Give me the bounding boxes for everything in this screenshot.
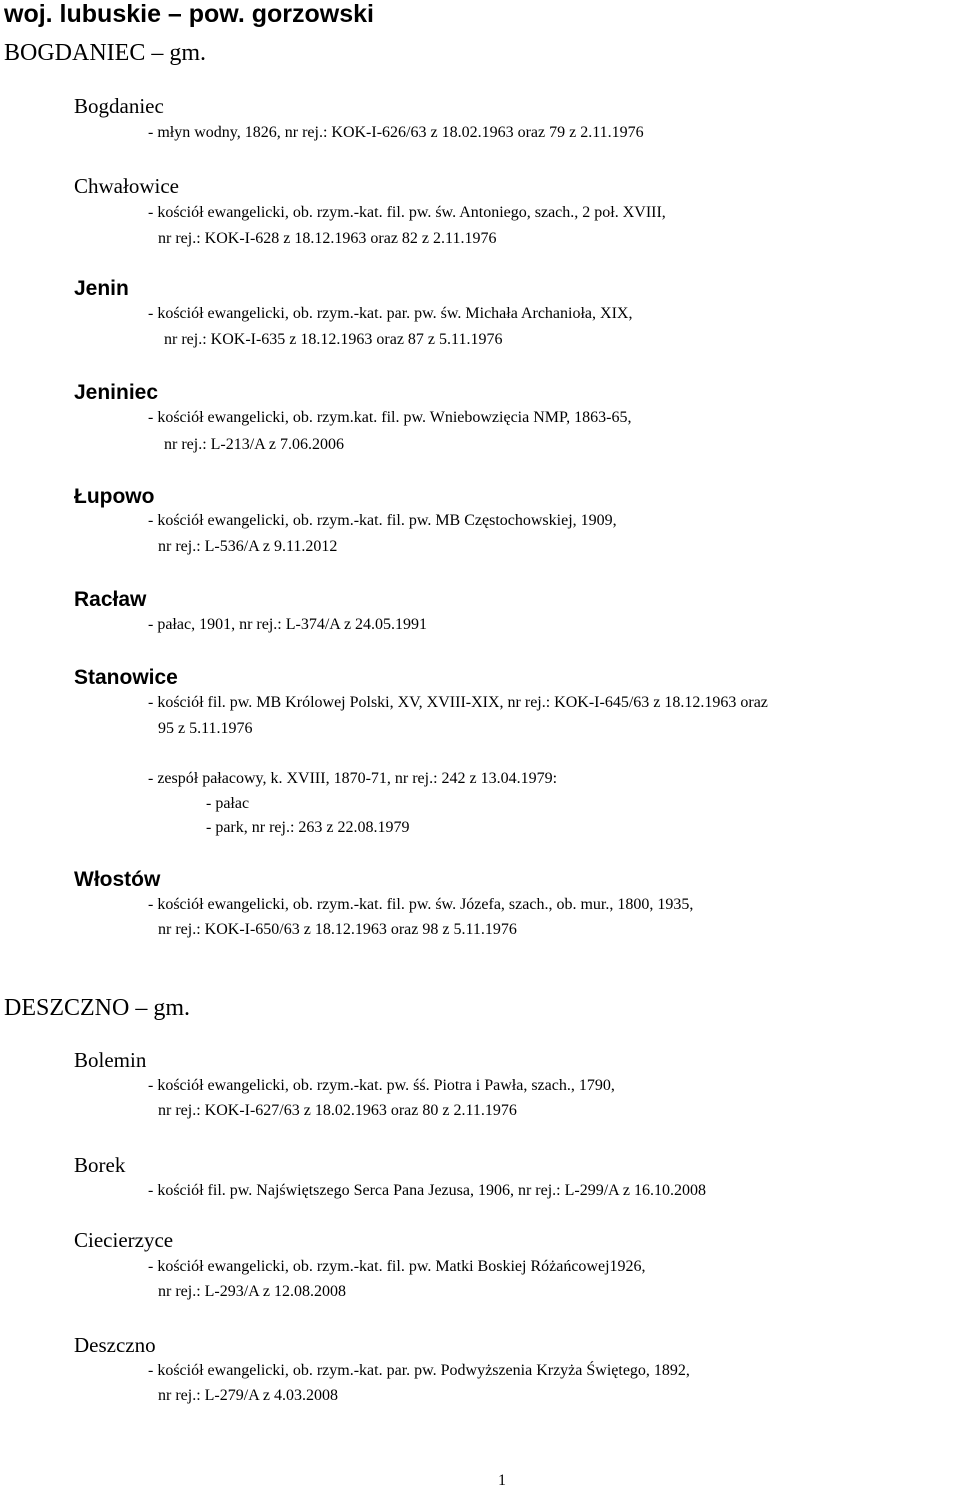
entry-line: - pałac [206, 795, 250, 812]
entry-line: nr rej.: KOK-I-635 z 18.12.1963 oraz 87 z 5.11.1976 [164, 331, 503, 348]
gmina-heading-bogdaniec: BOGDANIEC – gm. [4, 40, 206, 66]
place-name-bogdaniec: Bogdaniec [74, 94, 164, 118]
place-name-jenin: Jenin [74, 277, 129, 300]
entry-line: - kościół ewangelicki, ob. rzym.-kat. fil. pw. MB Częstochowskiej, 1909, [148, 512, 617, 529]
place-name-chwalowice: Chwałowice [74, 174, 179, 198]
entry-line: nr rej.: KOK-I-650/63 z 18.12.1963 oraz 98 z 5.11.1976 [158, 921, 517, 938]
entry-line: nr rej.: KOK-I-628 z 18.12.1963 oraz 82 z 2.11.1976 [158, 230, 497, 247]
page-number: 1 [498, 1472, 506, 1489]
place-name-lupowo: Łupowo [74, 485, 155, 508]
place-name-ciecierzyce: Ciecierzyce [74, 1228, 174, 1252]
entry-line: - kościół ewangelicki, ob. rzym.-kat. par. pw. św. Michała Archanioła, XIX, [148, 305, 633, 322]
entry-line: 95 z 5.11.1976 [158, 720, 253, 737]
place-name-stanowice: Stanowice [74, 666, 178, 689]
entry-line: nr rej.: KOK-I-627/63 z 18.02.1963 oraz 80 z 2.11.1976 [158, 1102, 517, 1119]
entry-line: nr rej.: L-293/A z 12.08.2008 [158, 1283, 346, 1300]
place-name-wlostow: Włostów [74, 868, 161, 891]
entry-line: nr rej.: L-213/A z 7.06.2006 [164, 436, 344, 453]
entry-line: - kościół ewangelicki, ob. rzym.-kat. par. pw. Podwyższenia Krzyża Świętego, 1892, [148, 1362, 690, 1379]
entry-line: nr rej.: L-536/A z 9.11.2012 [158, 538, 338, 555]
gmina-heading-deszczno: DESZCZNO – gm. [4, 995, 190, 1021]
entry-line: - kościół fil. pw. Najświętszego Serca Pana Jezusa, 1906, nr rej.: L-299/A z 16.10.2008 [148, 1182, 706, 1199]
entry-line: - zespół pałacowy, k. XVIII, 1870-71, nr rej.: 242 z 13.04.1979: [148, 770, 558, 787]
entry-line: - park, nr rej.: 263 z 22.08.1979 [206, 819, 410, 836]
place-name-jeniniec: Jeniniec [74, 381, 159, 404]
entry-line: nr rej.: L-279/A z 4.03.2008 [158, 1387, 338, 1404]
page-title: woj. lubuskie – pow. gorzowski [4, 0, 374, 28]
entry-line: - kościół ewangelicki, ob. rzym.-kat. fil. pw. Matki Boskiej Różańcowej1926, [148, 1258, 646, 1275]
entry-line: - kościół ewangelicki, ob. rzym.kat. fil. pw. Wniebowzięcia NMP, 1863-65, [148, 409, 632, 426]
entry-line: - kościół ewangelicki, ob. rzym.-kat. fil. pw. św. Antoniego, szach., 2 poł. XVIII, [148, 204, 666, 221]
place-name-deszczno: Deszczno [74, 1333, 156, 1357]
place-name-borek: Borek [74, 1153, 126, 1177]
entry-line: - kościół ewangelicki, ob. rzym.-kat. pw. śś. Piotra i Pawła, szach., 1790, [148, 1077, 615, 1094]
place-name-raclaw: Racław [74, 588, 147, 611]
entry-line: - młyn wodny, 1826, nr rej.: KOK-I-626/63 z 18.02.1963 oraz 79 z 2.11.1976 [148, 124, 644, 141]
entry-line: - kościół ewangelicki, ob. rzym.-kat. fil. pw. św. Józefa, szach., ob. mur., 1800, 1935, [148, 896, 694, 913]
entry-line: - pałac, 1901, nr rej.: L-374/A z 24.05.1991 [148, 616, 428, 633]
entry-line: - kościół fil. pw. MB Królowej Polski, XV, XVIII-XIX, nr rej.: KOK-I-645/63 z 18.12.1963 oraz [148, 694, 768, 711]
place-name-bolemin: Bolemin [74, 1048, 147, 1072]
